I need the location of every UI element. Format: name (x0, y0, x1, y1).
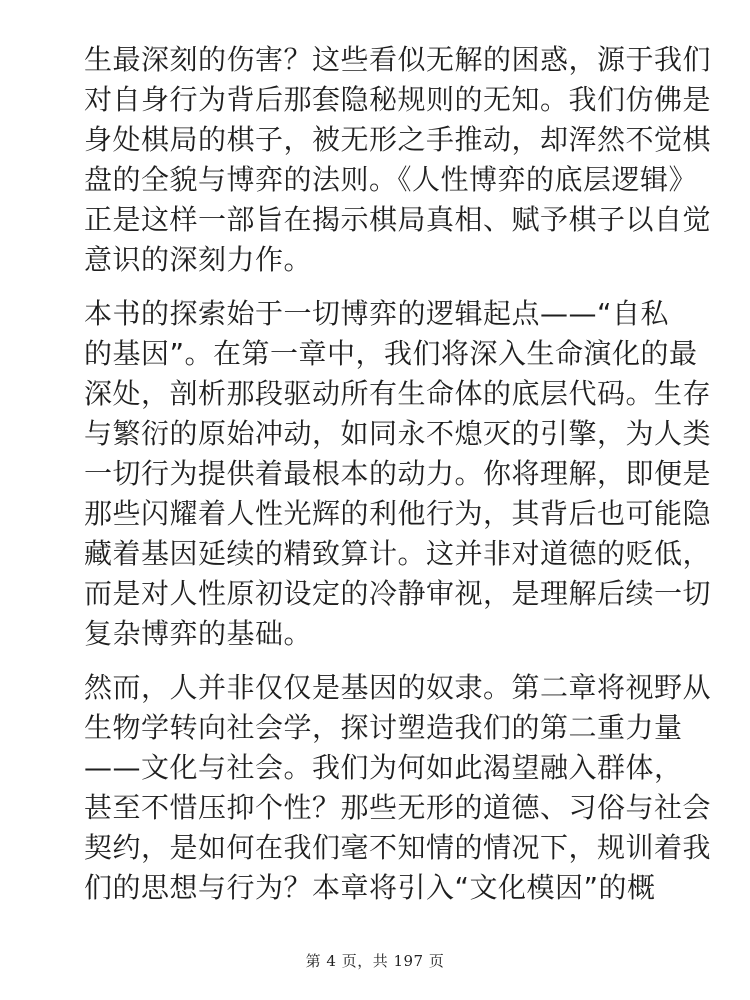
text-line: 与繁衍的原始冲动，如同永不熄灭的引擎，为人类 (84, 417, 712, 450)
text-line: 本书的探索始于一切博弈的逻辑起点——“自私 (84, 297, 670, 330)
text-line: 生物学转向社会学，探讨塑造我们的第二重力量 (84, 711, 683, 744)
text-line: 们的思想与行为？本章将引入“文化模因”的概 (84, 871, 656, 904)
body-text (84, 40, 712, 908)
text-line: 身处棋局的棋子，被无形之手推动，却浑然不觉棋 (84, 123, 712, 156)
text-line: 复杂博弈的基础。 (84, 617, 313, 650)
text-line: 深处，剖析那段驱动所有生命体的底层代码。生存 (84, 377, 712, 410)
text-line: 藏着基因延续的精致算计。这并非对道德的贬低， (84, 537, 712, 570)
text-line: 盘的全貌与博弈的法则。《人性博弈的底层逻辑》 (84, 163, 698, 196)
text-line: 的基因”。在第一章中，我们将深入生命演化的最 (84, 337, 698, 370)
text-line: 契约，是如何在我们毫不知情的情况下，规训着我 (84, 831, 712, 864)
text-line: ——文化与社会。我们为何如此渴望融入群体， (84, 751, 683, 784)
paragraph-2 (84, 294, 712, 654)
page-number-footer: 第 4 页，共 197 页 (305, 952, 445, 970)
text-line: 生最深刻的伤害？这些看似无解的困惑，源于我们 (84, 43, 712, 76)
text-line: 甚至不惜压抑个性？那些无形的道德、习俗与社会 (84, 791, 712, 824)
text-line: 正是这样一部旨在揭示棋局真相、赋予棋子以自觉 (84, 203, 712, 236)
text-line: 而是对人性原初设定的冷静审视，是理解后续一切 (84, 577, 712, 610)
paragraph-1 (84, 40, 712, 280)
text-line: 对自身行为背后那套隐秘规则的无知。我们仿佛是 (84, 83, 712, 116)
text-line: 一切行为提供着最根本的动力。你将理解，即便是 (84, 457, 712, 490)
text-line: 然而，人并非仅仅是基因的奴隶。第二章将视野从 (84, 671, 712, 704)
text-line: 那些闪耀着人性光辉的利他行为，其背后也可能隐 (84, 497, 712, 530)
paragraph-3 (84, 668, 712, 908)
text-line: 意识的深刻力作。 (84, 243, 313, 276)
